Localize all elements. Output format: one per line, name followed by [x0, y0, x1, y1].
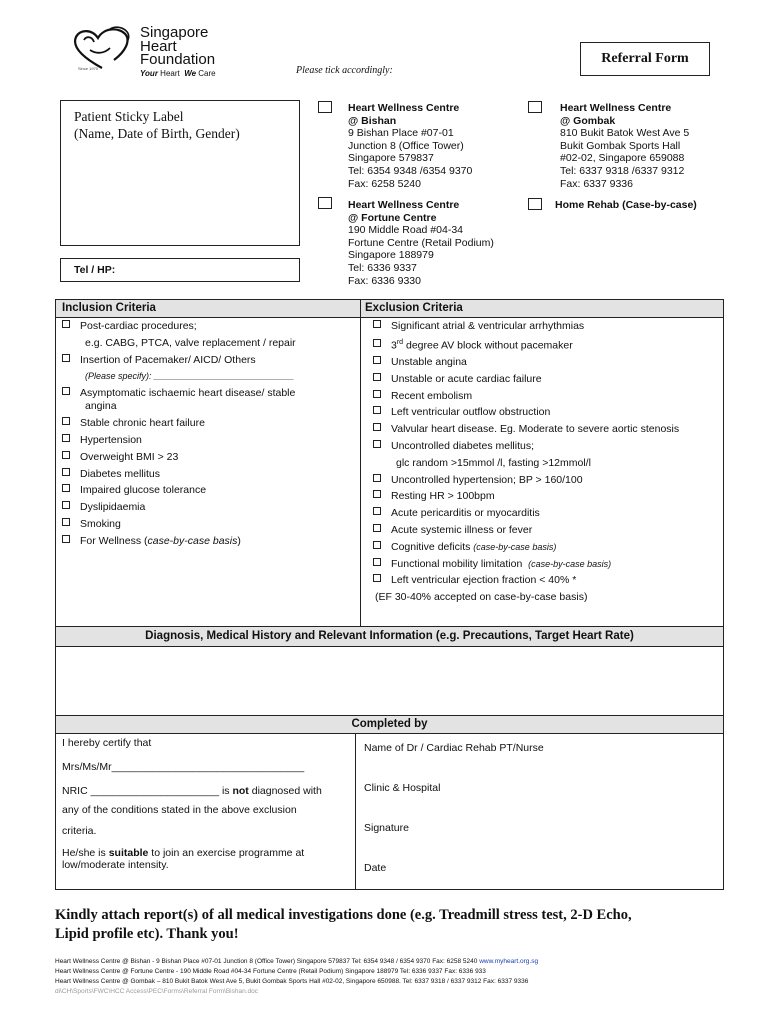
home-rehab-label: Home Rehab (Case-by-case) [555, 199, 697, 211]
checkbox-icon[interactable] [62, 387, 70, 395]
completed-heading: Completed by [351, 718, 428, 730]
patient-label-subtitle: (Name, Date of Birth, Gender) [74, 126, 240, 141]
checkbox-home-rehab[interactable] [528, 198, 542, 210]
exclusion-list [373, 318, 679, 606]
list-item: Stable chronic heart failure [62, 415, 296, 432]
list-item: Dyslipidaemia [62, 499, 296, 516]
any-conditions-text: any of the conditions stated in the above exclusion [62, 804, 297, 816]
list-item: Diabetes mellitus [62, 466, 296, 483]
list-item: For Wellness (case-by-case basis) [62, 533, 296, 550]
closing-note: Kindly attach report(s) of all medical investigations done (e.g. Treadmill stress test, 2-D Echo, Lipid profile etc). Thank you! [55, 907, 632, 942]
footer-file-path: di\CH\Sports\FWC\HCC Access\PEC\Forms\Referral Form\Bishan.doc [55, 988, 258, 995]
intensity-text: low/moderate intensity. [62, 859, 169, 871]
inclusion-list [62, 318, 296, 550]
list-item: Acute systemic illness or fever [373, 522, 679, 539]
list-item: Functional mobility limitation (case-by-case basis) [373, 556, 679, 573]
diagnosis-input-area[interactable] [55, 646, 724, 716]
list-item: Asymptomatic ischaemic heart disease/ stable [62, 385, 296, 400]
nric-line[interactable]: NRIC ______________________ is not diagnosed with [62, 785, 322, 797]
exclusion-heading: Exclusion Criteria [365, 302, 463, 314]
patient-label-title: Patient Sticky Label [74, 109, 184, 124]
completed-heading-cell [55, 715, 724, 734]
checkbox-bishan[interactable] [318, 101, 332, 113]
list-item: Left ventricular outflow obstruction [373, 404, 679, 421]
patient-name-line[interactable]: Mrs/Ms/Mr_________________________________ [62, 761, 305, 773]
checkbox-icon[interactable] [62, 451, 70, 459]
centre-bishan: Heart Wellness Centre @ Bishan 9 Bishan Place #07-01 Junction 8 (Office Tower) Singapore 579837 Tel: 6354 9348 /6354 9370 Fax: 6258 5240 [348, 102, 473, 190]
centre-gombak: Heart Wellness Centre @ Gombak 810 Bukit Batok West Ave 5 Bukit Gombak Sports Hall #02-02, Singapore 659088 Tel: 6337 9318 /6337 9312 Fax: 6337 9336 [560, 102, 690, 190]
tick-instruction: Please tick accordingly: [296, 65, 393, 76]
list-item: Insertion of Pacemaker/ AICD/ Others [62, 352, 296, 369]
exclusion-heading-cell [360, 299, 724, 318]
inclusion-heading-cell [55, 299, 361, 318]
criteria-text: criteria. [62, 825, 97, 837]
centre-fortune: Heart Wellness Centre @ Fortune Centre 190 Middle Road #04-34 Fortune Centre (Retail Podium) Singapore 188979 Tel: 6336 9337 Fax: 6336 9330 [348, 199, 494, 287]
list-item: Unstable or acute cardiac failure [373, 371, 679, 388]
tel-hp-label: Tel / HP: [74, 264, 116, 276]
list-item: Cognitive deficits (case-by-case basis) [373, 539, 679, 556]
list-item: Unstable angina [373, 354, 679, 371]
checkbox-icon[interactable] [62, 354, 70, 362]
checkbox-icon[interactable] [62, 434, 70, 442]
clinic-hospital-label[interactable]: Clinic & Hospital [364, 782, 441, 794]
checkbox-icon[interactable] [373, 320, 381, 328]
list-item: Hypertension [62, 432, 296, 449]
checkbox-icon[interactable] [373, 440, 381, 448]
checkbox-gombak[interactable] [528, 101, 542, 113]
patient-sticky-label-box[interactable] [60, 100, 300, 246]
list-item: glc random >15mmol /l, fasting >12mmol/l [396, 456, 591, 469]
list-item: (EF 30-40% accepted on case-by-case basis) [375, 591, 588, 604]
signature-label[interactable]: Signature [364, 822, 409, 834]
list-item: 3rd degree AV block without pacemaker [373, 335, 679, 354]
website-link[interactable]: www.myheart.org.sg [479, 958, 539, 965]
list-item: Resting HR > 100bpm [373, 488, 679, 505]
checkbox-icon[interactable] [62, 468, 70, 476]
logo-since-text: Since 1970 [78, 66, 99, 71]
checkbox-icon[interactable] [62, 320, 70, 328]
list-item: Impaired glucose tolerance [62, 482, 296, 499]
checkbox-icon[interactable] [373, 490, 381, 498]
criteria-divider [360, 318, 361, 627]
form-title: Referral Form [601, 51, 689, 66]
checkbox-icon[interactable] [373, 474, 381, 482]
diagnosis-heading: Diagnosis, Medical History and Relevant Information (e.g. Precautions, Target Heart Rate) [145, 630, 634, 642]
logo-line-2: Heart [140, 37, 177, 55]
checkbox-icon[interactable] [373, 558, 381, 566]
list-item: e.g. CABG, PTCA, valve replacement / repair [85, 336, 296, 349]
diagnosis-heading-cell [55, 626, 724, 647]
checkbox-icon[interactable] [373, 423, 381, 431]
checkbox-icon[interactable] [62, 501, 70, 509]
date-label[interactable]: Date [364, 862, 387, 874]
footer-gombak: Heart Wellness Centre @ Gombak – 810 Bukit Batok West Ave 5, Bukit Gombak Sports Hall #02-02, Singapore 650988. Tel: 6337 9318 / 6337 9312 Fax: 6337 9336 [55, 978, 529, 985]
checkbox-fortune[interactable] [318, 197, 332, 209]
list-item: Acute pericarditis or myocarditis [373, 505, 679, 522]
footer-fortune: Heart Wellness Centre @ Fortune Centre - 190 Middle Road #04-34 Fortune Centre (Retail Podium) Singapore 188979 Tel: 6336 9337 Fax: 6336 933 [55, 968, 486, 975]
completed-divider [355, 733, 356, 890]
name-dr-label[interactable]: Name of Dr / Cardiac Rehab PT/Nurse [364, 742, 544, 754]
list-item: Uncontrolled diabetes mellitus; [373, 438, 679, 455]
checkbox-icon[interactable] [373, 339, 381, 347]
form-title-box [580, 42, 710, 76]
certification-block [62, 737, 352, 871]
checkbox-icon[interactable] [62, 518, 70, 526]
list-item: Valvular heart disease. Eg. Moderate to severe aortic stenosis [373, 421, 679, 438]
list-item: Uncontrolled hypertension; BP > 160/100 [373, 472, 679, 489]
certify-text: I hereby certify that [62, 737, 152, 749]
checkbox-icon[interactable] [62, 535, 70, 543]
list-item: Left ventricular ejection fraction < 40% * [373, 572, 679, 589]
list-item: Smoking [62, 516, 296, 533]
suitable-text: He/she is suitable to join an exercise programme at [62, 847, 305, 859]
checkbox-icon[interactable] [373, 574, 381, 582]
checkbox-icon[interactable] [373, 373, 381, 381]
list-item: Post-cardiac procedures; [62, 318, 296, 335]
checkbox-icon[interactable] [373, 541, 381, 549]
list-item: Recent embolism [373, 388, 679, 405]
logo [70, 26, 245, 78]
checkbox-icon[interactable] [373, 390, 381, 398]
checkbox-icon[interactable] [373, 406, 381, 414]
list-item: (Please specify): ____________________________ [85, 371, 295, 382]
list-item: Significant atrial & ventricular arrhythmias [373, 318, 679, 335]
logo-line-3: Foundation [140, 51, 216, 68]
tel-hp-field[interactable] [60, 258, 300, 282]
list-item: angina [85, 400, 117, 413]
checkbox-icon[interactable] [62, 484, 70, 492]
checkbox-icon[interactable] [62, 417, 70, 425]
logo-line-1: Singapore [140, 24, 209, 41]
logo-tagline: Your Heart We Care [140, 69, 216, 78]
footer-bishan: Heart Wellness Centre @ Bishan - 9 Bishan Place #07-01 Junction 8 (Office Tower) Singapore 579837 Tel: 6354 9348 / 6354 9370 Fax: 6258 5240 www.myheart.org.sg [55, 958, 539, 965]
inclusion-heading: Inclusion Criteria [62, 302, 156, 314]
checkbox-icon[interactable] [373, 356, 381, 364]
checkbox-icon[interactable] [373, 524, 381, 532]
list-item: Overweight BMI > 23 [62, 449, 296, 466]
checkbox-icon[interactable] [373, 507, 381, 515]
